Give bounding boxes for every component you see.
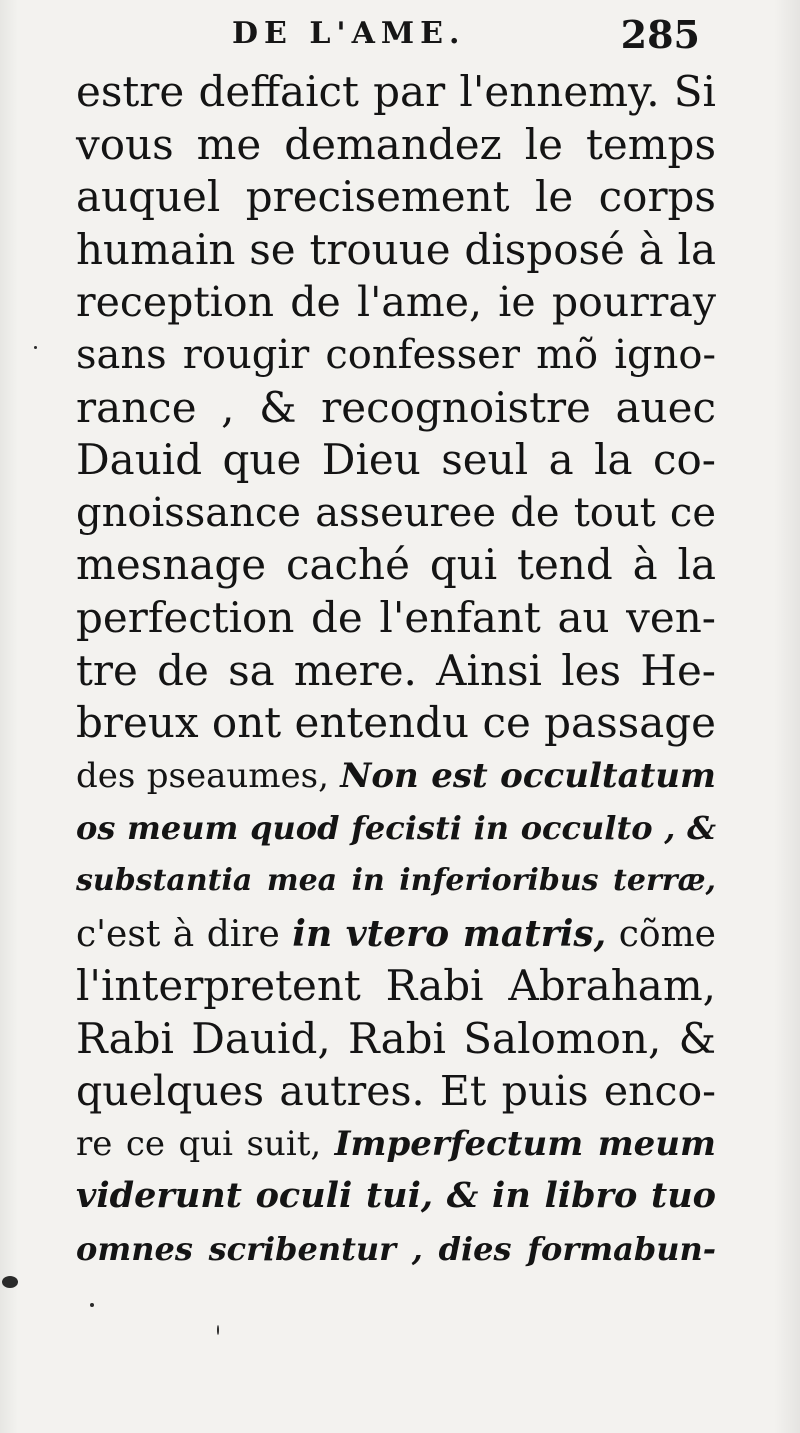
text-line: quelques autres. Et puis enco- [76, 1067, 716, 1116]
latin-quotation: Imperfectum meum [334, 1123, 716, 1164]
text-line: auquel precisement le corps [76, 172, 716, 222]
text-line: vous me demandez le temps [76, 119, 716, 169]
latin-quotation: viderunt oculi tui, & in libro tuo [76, 1175, 716, 1217]
running-title: DE L'AME. [232, 16, 466, 51]
latin-quotation: os meum quod fecisti in occulto , & [76, 809, 716, 848]
text-line-italic [76, 802, 716, 855]
text-block [76, 66, 716, 1276]
latin-quotation: in vtero matris, [292, 912, 607, 955]
ink-speck [2, 1276, 18, 1288]
text-line: Dauid que Dieu seul a la co- [76, 435, 716, 485]
ink-speck [34, 346, 37, 349]
text-line: reception de l'ame, ie pourray [76, 278, 716, 327]
page-number: 285 [620, 12, 700, 57]
text-line: l'interpretent Rabi Abraham, [76, 961, 716, 1011]
text-line: tre de sa mere. Ainsi les He- [76, 645, 716, 695]
page-edge-shadow-left [0, 0, 18, 1433]
latin-quotation: substantia mea in inferioribus terræ, [76, 862, 716, 898]
text-line-italic [76, 1170, 716, 1223]
text-line: sans rougir confesser mõ igno- [76, 331, 716, 378]
text-line: gnoissance asseuree de tout ce [76, 489, 716, 536]
text-line-mixed [76, 750, 716, 803]
ink-speck [90, 1303, 94, 1307]
ink-speck [217, 1325, 219, 1335]
roman-text: des pseaumes, [76, 755, 341, 796]
text-line: mesnage caché qui tend à la [76, 540, 716, 590]
roman-text: cõme [606, 913, 716, 955]
roman-text: re ce qui suit, [76, 1123, 335, 1164]
text-line: perfection de l'enfant au ven- [76, 592, 716, 642]
text-line: breux ont entendu ce passage [76, 698, 716, 748]
text-line: estre deffaict par l'ennemy. Si [76, 67, 716, 116]
text-line: humain se trouue disposé à la [76, 224, 716, 274]
text-line: rance , & recognoistre auec [76, 382, 716, 432]
page-edge-shadow-right [774, 0, 800, 1433]
latin-quotation: Non est occultatum [340, 755, 716, 796]
text-line-mixed [76, 1118, 716, 1171]
roman-text: c'est à dire [76, 913, 293, 955]
text-line-italic [76, 1223, 716, 1276]
text-line: Rabi Dauid, Rabi Salomon, & [76, 1013, 716, 1063]
latin-quotation: omnes scribentur , dies formabun- [76, 1230, 716, 1269]
text-line-mixed [76, 908, 716, 961]
text-line-italic [76, 855, 716, 908]
